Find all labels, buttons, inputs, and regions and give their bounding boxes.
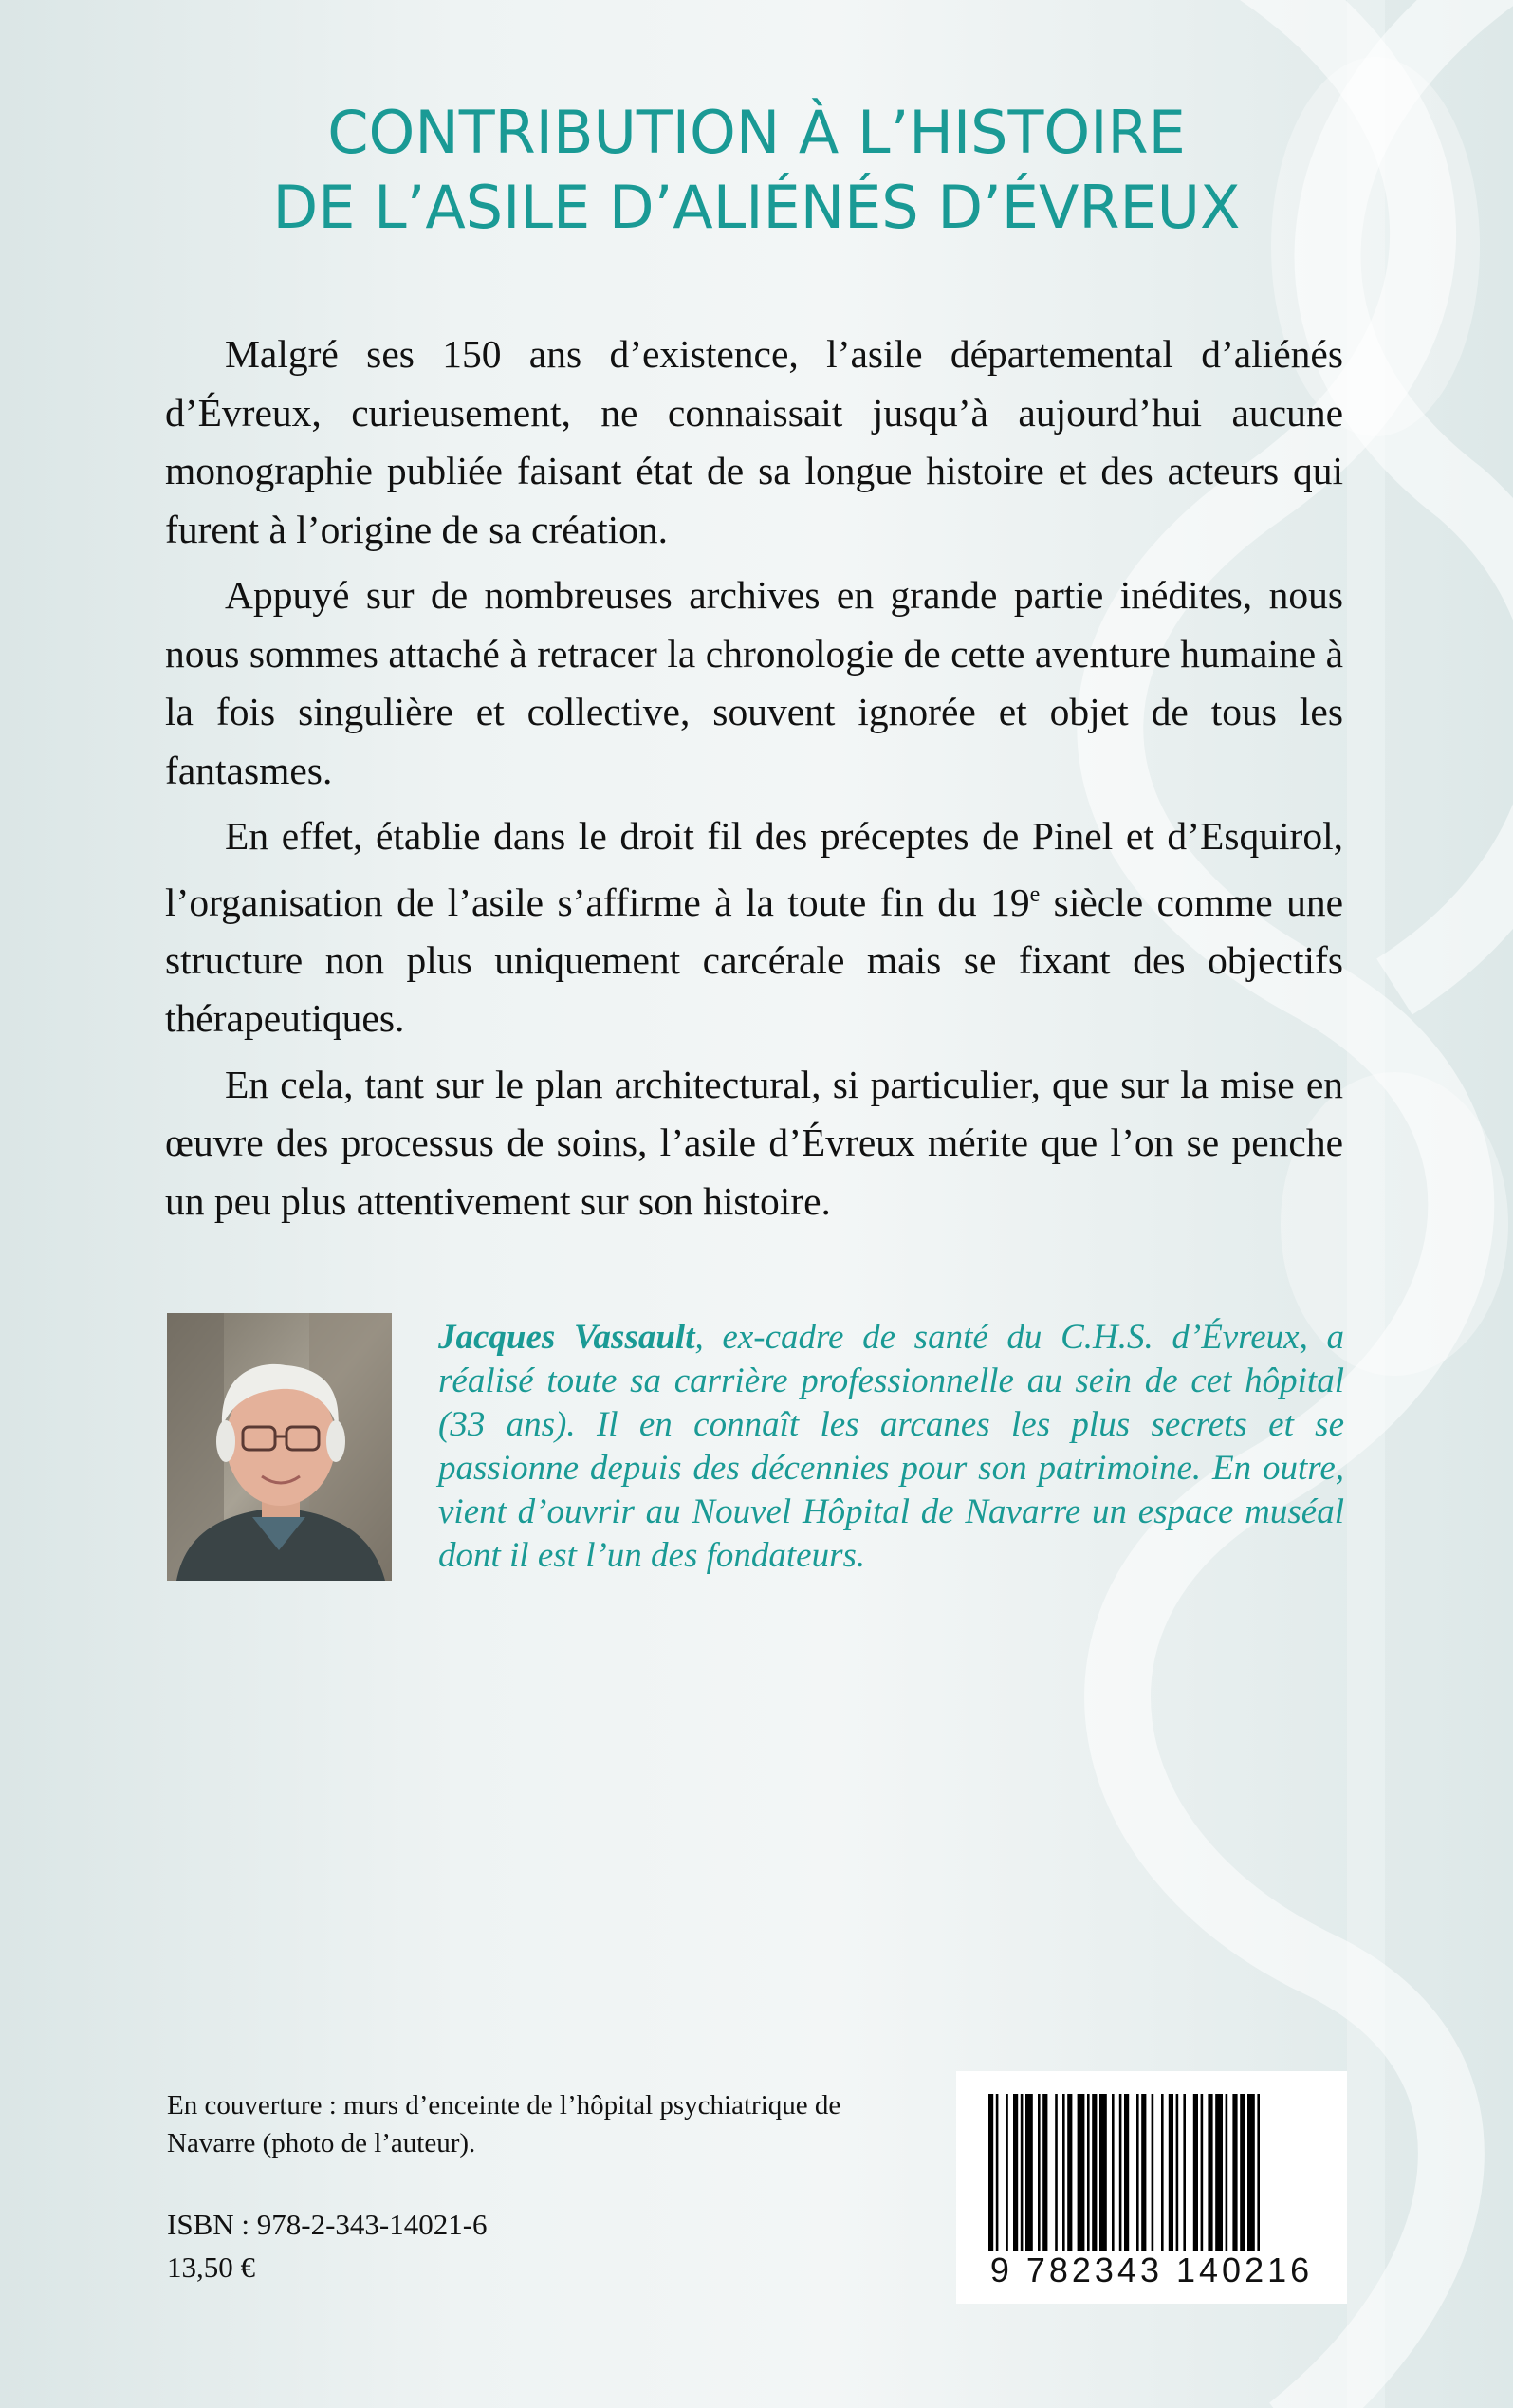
barcode [956,2071,1347,2304]
title-line-2: DE L’ASILE D’ALIÉNÉS D’ÉVREUX [272,173,1241,242]
blurb [165,325,1343,1238]
century-superscript: e [1029,881,1041,907]
title-line-1: CONTRIBUTION À L’HISTOIRE [327,98,1186,167]
blurb-paragraph-3-end: siècle comme une structure non plus uniquement carcérale mais se fixant des objectifs thérapeutiques. [165,880,1343,1041]
barcode-bar [1013,2094,1018,2251]
barcode-bar [1112,2094,1115,2251]
barcode-bar [1055,2094,1058,2251]
barcode-bar [1006,2094,1008,2251]
author-bio-text: , ex-cadre de santé du C.H.S. d’Évreux, a réalisé toute sa carrière professionnelle au sein de cet hôpital (33 ans). Il en connaît les arcanes les plus secrets et se passionne depuis des décennies pour son patrimoine. En outre, vient d’ouvrir au Nouvel Hôpital de Navarre un espace muséal dont il est l’un des fondateurs. [438,1318,1344,1575]
barcode-bar [988,2094,993,2251]
barcode-bar [1232,2094,1237,2251]
cover-caption: En couverture : murs d’enceinte de l’hôpital psychiatrique de Navarre (photo de l’auteur). [167,2090,841,2158]
barcode-bar [1099,2094,1107,2251]
barcode-bar [1240,2094,1245,2251]
barcode-bar [1215,2094,1223,2251]
barcode-bar [1067,2094,1072,2251]
barcode-bar [1247,2094,1255,2251]
barcode-bar [1226,2094,1228,2251]
blurb-paragraph-2: Appuyé sur de nombreuses archives en grande partie inédites, nous nous sommes attaché à retracer la chronologie de cette aventure humaine à la fois singulière et collective, souvent ignorée et objet de tous les fantasmes. [165,573,1343,792]
barcode-bar [1062,2094,1065,2251]
barcode-bar [1038,2094,1041,2251]
author-photo [167,1313,392,1581]
barcode-bar [1201,2094,1204,2251]
barcode-bar [1021,2094,1024,2251]
barcode-bar [1025,2094,1033,2251]
barcode-bar [1257,2094,1260,2251]
barcode-bar [1152,2094,1154,2251]
barcode-digits: 9 782343 140216 [989,2251,1314,2289]
author-bio [438,1316,1344,1578]
blurb-paragraph-3-start: En effet, établie dans le droit fil des préceptes de Pinel et d’Esquirol, l’organisation de l’asile s’affirme à la toute fin du 19 [165,814,1343,924]
barcode-bar [1124,2094,1129,2251]
barcode-bar [1136,2094,1139,2251]
isbn: ISBN : 978-2-343-14021-6 [167,2208,488,2241]
blurb-paragraph-1: Malgré ses 150 ans d’existence, l’asile départemental d’aliénés d’Évreux, curieusement, ne connaissait jusqu’à aujourd’hui aucune monographie publiée faisant état de sa longue histoire et des acteurs qui furent à l’origine de sa création. [165,332,1343,551]
barcode-bar [1042,2094,1047,2251]
barcode-bar [996,2094,999,2251]
barcode-bar [1183,2094,1186,2251]
barcode-bar [1087,2094,1090,2251]
barcode-bar [1208,2094,1212,2251]
barcode-bar [1176,2094,1179,2251]
blurb-paragraph-4: En cela, tant sur le plan architectural, si particulier, que sur la mise en œuvre des processus de soins, l’asile d’Évreux mérite que l’on se penche un peu plus attentivement sur son histoire. [165,1062,1343,1223]
barcode-bar [1169,2094,1173,2251]
blurb-paragraph-3 [165,807,1343,1048]
barcode-bar [1092,2094,1097,2251]
barcode-bar [1193,2094,1198,2251]
barcode-bar [1141,2094,1146,2251]
price: 13,50 € [167,2251,255,2284]
barcode-bar [1161,2094,1164,2251]
barcode-bar [1078,2094,1085,2251]
author-name: Jacques Vassault [438,1318,695,1357]
barcode-bar [1119,2094,1122,2251]
